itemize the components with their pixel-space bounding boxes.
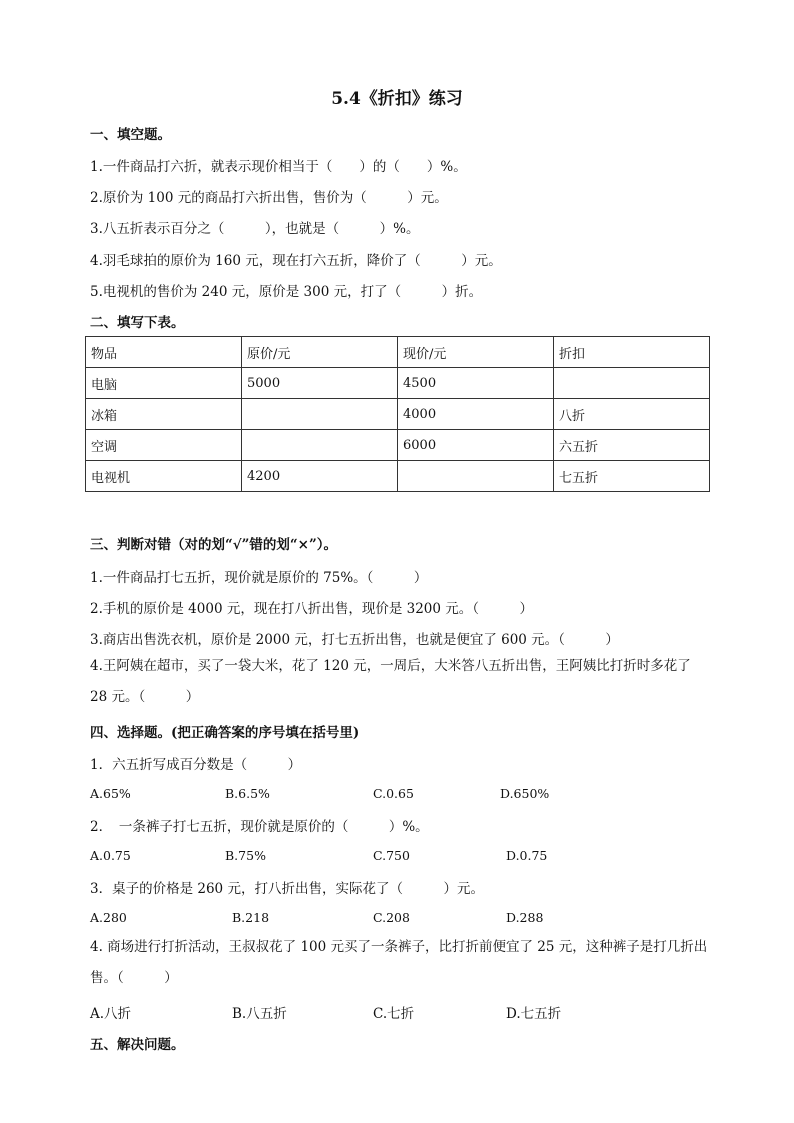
page-title: 5.4《折扣》练习 [331, 89, 463, 109]
choice-q2-option-d: D.0.75 [506, 848, 548, 863]
choice-q4: 4. 商场进行打折活动，王叔叔花了 100 元买了一条裤子，比打折前便宜了 25 元，这种裤子是打几折出售。（ ） [90, 939, 708, 986]
table-cell: 电视机 [86, 461, 242, 492]
choice-q4-option-b: B.八五折 [232, 1006, 287, 1022]
table-cell [242, 399, 398, 430]
table-cell: 4200 [242, 461, 398, 492]
table-cell: 七五折 [554, 461, 710, 492]
choice-q3-option-d: D.288 [506, 910, 544, 925]
choice-q4-option-a: A.八折 [90, 1006, 132, 1022]
discount-table [85, 336, 710, 492]
table-cell: 6000 [398, 430, 554, 461]
choice-q1: 1．六五折写成百分数是（ ） [90, 757, 302, 773]
choice-q4-option-d: D.七五折 [506, 1006, 562, 1022]
choice-q1-option-c: C.0.65 [373, 786, 414, 801]
table-cell: 电脑 [86, 368, 242, 399]
table-cell: 物品 [86, 337, 242, 368]
table-row [86, 399, 710, 430]
table-cell: 冰箱 [86, 399, 242, 430]
choice-q1-option-a: A.65% [90, 786, 131, 801]
fill-blank-q5: 5.电视机的售价为 240 元，原价是 300 元，打了（ ）折。 [90, 284, 483, 300]
fill-blank-q1: 1.一件商品打六折，就表示现价相当于（ ）的（ ）%。 [90, 159, 467, 175]
choice-q4-option-c: C.七折 [373, 1006, 415, 1022]
true-false-q1: 1.一件商品打七五折，现价就是原价的 75%。（ ） [90, 570, 428, 586]
fill-blank-q4: 4.羽毛球拍的原价为 160 元，现在打六五折，降价了（ ）元。 [90, 253, 502, 269]
table-cell [242, 430, 398, 461]
table-cell: 八折 [554, 399, 710, 430]
fill-blank-q2: 2.原价为 100 元的商品打六折出售，售价为（ ）元。 [90, 190, 448, 206]
section-5-heading: 五、解决问题。 [90, 1037, 185, 1053]
choice-q2-option-b: B.75% [225, 848, 266, 863]
section-3-heading: 三、判断对错（对的划“√”错的划“×”）。 [90, 537, 337, 553]
fill-blank-q3: 3.八五折表示百分之（ ），也就是（ ）%。 [90, 221, 420, 237]
section-4-heading: 四、选择题。(把正确答案的序号填在括号里) [90, 725, 360, 741]
table-header-row [86, 337, 710, 368]
choice-q3-option-c: C.208 [373, 910, 410, 925]
section-2-heading: 二、填写下表。 [90, 315, 185, 331]
table-cell: 5000 [242, 368, 398, 399]
table-row [86, 430, 710, 461]
table-cell [554, 368, 710, 399]
true-false-q3: 3.商店出售洗衣机，原价是 2000 元，打七五折出售，也就是便宜了 600 元。（ ） [90, 632, 619, 648]
table-cell: 4500 [398, 368, 554, 399]
table-cell: 4000 [398, 399, 554, 430]
table-cell: 原价/元 [242, 337, 398, 368]
true-false-q4: 4.王阿姨在超市，买了一袋大米，花了 120 元，一周后，大米答八五折出售，王阿姨比打折时多花了 28 元。（ ） [90, 658, 691, 705]
table-cell: 六五折 [554, 430, 710, 461]
choice-q2: 2． 一条裤子打七五折，现价就是原价的（ ）%。 [90, 819, 429, 835]
choice-q3-option-b: B.218 [232, 910, 270, 925]
table-cell [398, 461, 554, 492]
choice-q3-option-a: A.280 [90, 910, 127, 925]
table-cell: 折扣 [554, 337, 710, 368]
section-1-heading: 一、填空题。 [90, 127, 171, 143]
choice-q3: 3．桌子的价格是 260 元，打八折出售，实际花了（ ）元。 [90, 881, 484, 897]
table-row [86, 461, 710, 492]
choice-q2-option-c: C.750 [373, 848, 410, 863]
table-cell: 现价/元 [398, 337, 554, 368]
choice-q1-option-b: B.6.5% [225, 786, 270, 801]
choice-q2-option-a: A.0.75 [90, 848, 131, 863]
true-false-q2: 2.手机的原价是 4000 元，现在打八折出售，现价是 3200 元。（ ） [90, 601, 534, 617]
table-row [86, 368, 710, 399]
choice-q1-option-d: D.650% [500, 786, 550, 801]
table-cell: 空调 [86, 430, 242, 461]
